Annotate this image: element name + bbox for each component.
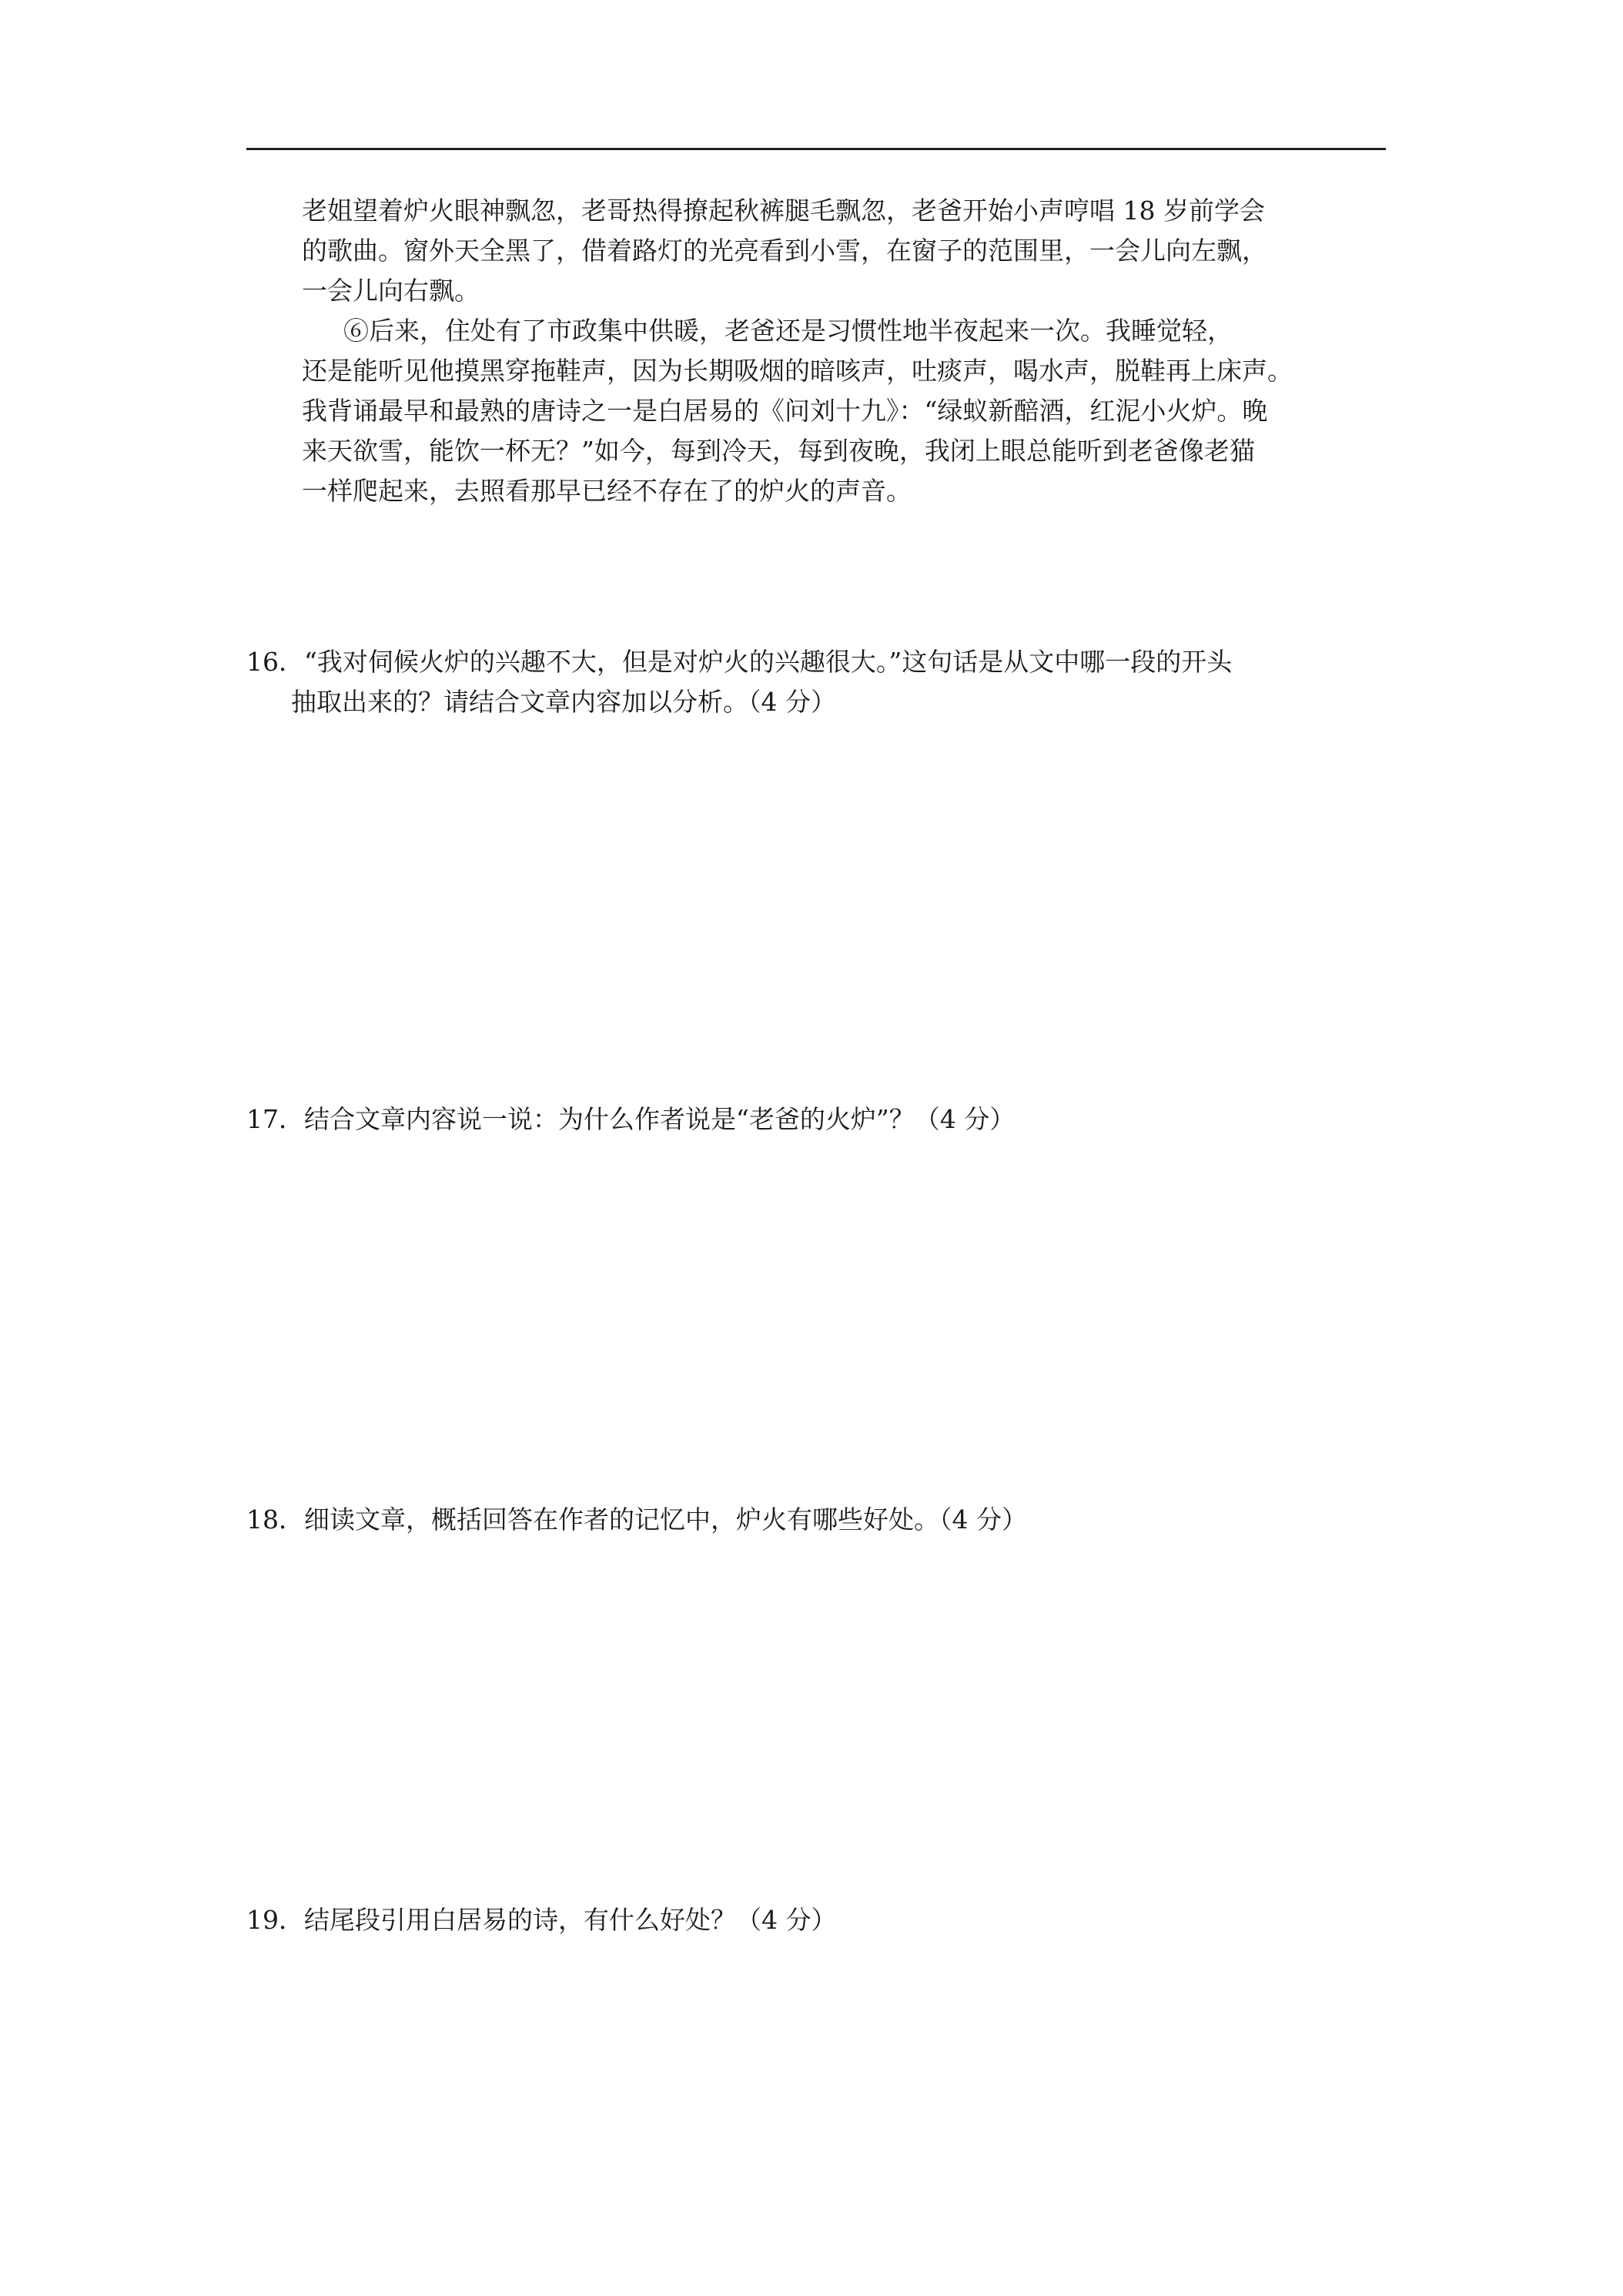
question-18-line-1: 18．细读文章，概括回答在作者的记忆中，炉火有哪些好处。（4 分） bbox=[246, 1504, 1027, 1535]
answer-area-19[interactable] bbox=[246, 1943, 1386, 2267]
paragraph-6-line: ⑥后来，住处有了市政集中供暖，老爸还是习惯性地半夜起来一次。我睡觉轻， bbox=[343, 316, 1233, 346]
passage-line: 的歌曲。窗外天全黑了，借着路灯的光亮看到小雪，在窗子的范围里，一会儿向左飘， bbox=[302, 236, 1267, 266]
paragraph-6-line: 来天欲雪，能饮一杯无？”如今，每到冷天，每到夜晚，我闭上眼总能听到老爸像老猫 bbox=[302, 436, 1255, 466]
question-16-line-2: 抽取出来的？请结合文章内容加以分析。（4 分） bbox=[291, 687, 836, 717]
answer-area-17[interactable] bbox=[246, 1143, 1386, 1481]
question-19-line-1: 19．结尾段引用白居易的诗，有什么好处？（4 分） bbox=[246, 1905, 837, 1935]
passage-line: 老姐望着炉火眼神飘忽，老哥热得撩起秋裤腿毛飘忽，老爸开始小声哼唱 18 岁前学会 bbox=[302, 196, 1265, 226]
question-16-line-1: 16．“我对伺候火炉的兴趣不大，但是对炉火的兴趣很大。”这句话是从文中哪一段的开头 bbox=[246, 647, 1233, 677]
paragraph-6-line: 一样爬起来，去照看那早已经不存在了的炉火的声音。 bbox=[302, 476, 912, 506]
question-17-line-1: 17．结合文章内容说一说：为什么作者说是“老爸的火炉”？（4 分） bbox=[246, 1104, 1016, 1134]
passage-line: 一会儿向右飘。 bbox=[302, 276, 480, 306]
question-17 bbox=[246, 1099, 1386, 1140]
paragraph-6-line: 我背诵最早和最熟的唐诗之一是白居易的《问刘十九》：“绿蚁新醅酒，红泥小火炉。晚 bbox=[302, 396, 1268, 426]
question-19 bbox=[246, 1900, 1386, 1940]
answer-area-16[interactable] bbox=[246, 725, 1386, 1079]
question-16 bbox=[246, 642, 1386, 722]
header-rule bbox=[246, 148, 1386, 150]
question-18 bbox=[246, 1500, 1386, 1540]
answer-area-18[interactable] bbox=[246, 1543, 1386, 1882]
paragraph-6-line: 还是能听见他摸黑穿拖鞋声，因为长期吸烟的暗咳声，吐痰声，喝水声，脱鞋再上床声。 bbox=[302, 356, 1293, 386]
passage-text bbox=[302, 191, 1387, 511]
